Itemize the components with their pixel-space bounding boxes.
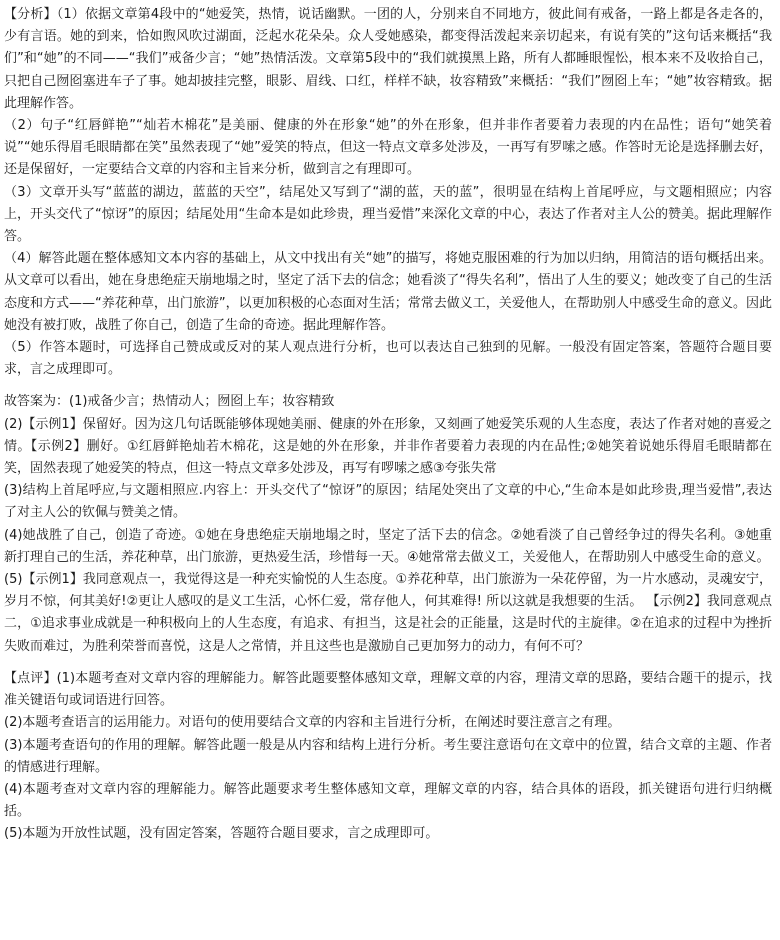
answer-paragraph-4: (4)她战胜了自己，创造了奇迹。①她在身患绝症天崩地塌之时，坚定了活下去的信念。②她看淡了自己曾经争过的得失名利。③她重新打理自己的生活，养花种草，出门旅游，更热爱生活，珍惜每一天。④她常常去做义工，关爱他人，在帮助别人中感受生命的意义。 [4,527,772,565]
section-spacer [4,381,772,391]
analysis-paragraph-1: 【分析】（1）依据文章第4段中的“她爱笑，热情，说话幽默。一团的人，分别来自不同地方，彼此间有戒备，一路上都是各走各的，少有言语。她的到来，恰如煦风吹过湖面，泛起水花朵朵。众人受她感染，都变得活泼起来亲切起来，有说有笑的”这句话来概括“我们”和“她”的不同——“我们”戒备少言；“她”热情活泼。文章第5段中的“我们就摸黑上路，所有人都睡眼惺忪，根本来不及收拾自己，只把自己囫囵塞进车子了事。她却披挂完整，眼影、眉线、口红，样样不缺，妆容精致”来概括：“我们”囫囵上车；“她”妆容精致。据此理解作答。 [4,7,772,111]
answer-section [4,391,772,657]
comment-paragraph-2: (2)本题考查语言的运用能力。对语句的使用要结合文章的内容和主旨进行分析，在阐述时要注意言之有理。 [4,715,621,731]
analysis-paragraph-3: （3）文章开头写“蓝蓝的湖边，蓝蓝的天空”，结尾处又写到了“湖的蓝，天的蓝”，很明显在结构上首尾呼应，与文题相照应；内容上，开头交代了“惊讶”的原因；结尾处用“生命本是如此珍贵，理当爱惜”来深化文章的中心，表达了作者对主人公的赞美。据此理解作答。 [4,184,772,245]
comment-paragraph-3: (3)本题考查语句的作用的理解。解答此题一般是从内容和结构上进行分析。考生要注意语句在文章中的位置，结合文章的主题、作者的情感进行理解。 [4,737,772,775]
answer-paragraph-3: (3)结构上首尾呼应,与文题相照应.内容上：开头交代了“惊讶”的原因；结尾处突出了文章的中心,“生命本是如此珍贵,理当爱惜”,表达了对主人公的钦佩与赞美之情。 [4,483,772,521]
analysis-section [4,4,772,381]
comment-paragraph-1: 【点评】(1)本题考查对文章内容的理解能力。解答此题要整体感知文章，理解文章的内容，理清文章的思路，要结合题干的提示，找准关键语句或词语进行回答。 [4,670,772,709]
comment-section [4,668,772,846]
analysis-paragraph-2: （2）句子“红唇鲜艳”“灿若木棉花”是美丽、健康的外在形象“她”的外在形象，但并非作者要着力表现的内在品性；语句“她笑着说”“她乐得眉毛眼睛都在笑”虽然表现了“她”爱笑的特点，但这一特点文章多处涉及，一再写有罗嗦之感。作答时无论是选择删去好，还是保留好，一定要结合文章的内容和主旨来分析，做到言之有理即可。 [4,118,772,178]
answer-paragraph-5: (5)【示例1】我同意观点一，我觉得这是一种充实愉悦的人生态度。①养花种草，出门旅游为一朵花停留，为一片水感动，灵魂安宁，岁月不惊，何其美好!②更让人感叹的是义工生活，心怀仁爱，常存他人，何其难得! 所以这就是我想要的生活。 【示例2】我同意观点二，①追求事业成就是一种积极向上的人生态度，有追求、有担当，这是社会的正能量，这是时代的主旋律。②在追求的过程中为挫折失败而难过，为胜利荣誉而喜悦，这是人之常情，并且这些也是激励自己更加努力的动力，有何不可？ [4,572,772,654]
answer-paragraph-2: (2)【示例1】保留好。因为这几句话既能够体现她美丽、健康的外在形象，又刻画了她爱笑乐观的人生态度，表达了作者对她的喜爱之情。【示例2】删好。①红唇鲜艳灿若木棉花，这是她的外在形象，并非作者要着力表现的内在品性;②她笑着说她乐得眉毛眼睛都在笑，固然表现了她爱笑的特点，但这一特点文章多处涉及，再写有啰嗦之感③夸张失常 [4,416,772,477]
section-spacer [4,658,772,668]
answer-paragraph-1: 故答案为：(1)戒备少言；热情动人；囫囵上车；妆容精致 [4,394,335,410]
analysis-paragraph-5: （5）作答本题时，可选择自己赞成或反对的某人观点进行分析，也可以表达自己独到的见解。一般没有固定答案，答题符合题目要求，言之成理即可。 [4,340,772,378]
analysis-paragraph-4: （4）解答此题在整体感知文本内容的基础上，从文中找出有关“她”的描写，将她克服困难的行为加以归纳，用简洁的语句概括出来。从文章可以看出，她在身患绝症天崩地塌之时，坚定了活下去的信念；她看淡了“得失名利”，悟出了人生的要义；她改变了自己的生活态度和方式——“养花种草，出门旅游”，以更加积极的心态面对生活；常常去做义工，关爱他人，在帮助别人中感受生命的意义。因此她没有被打败，战胜了你自己，创造了生命的奇迹。据此理解作答。 [4,251,772,333]
comment-paragraph-5: (5)本题为开放性试题，没有固定答案，答题符合题目要求，言之成理即可。 [4,826,439,842]
comment-paragraph-4: (4)本题考查对文章内容的理解能力。解答此题要求考生整体感知文章，理解文章的内容，结合具体的语段，抓关键语句进行归纳概括。 [4,781,772,820]
